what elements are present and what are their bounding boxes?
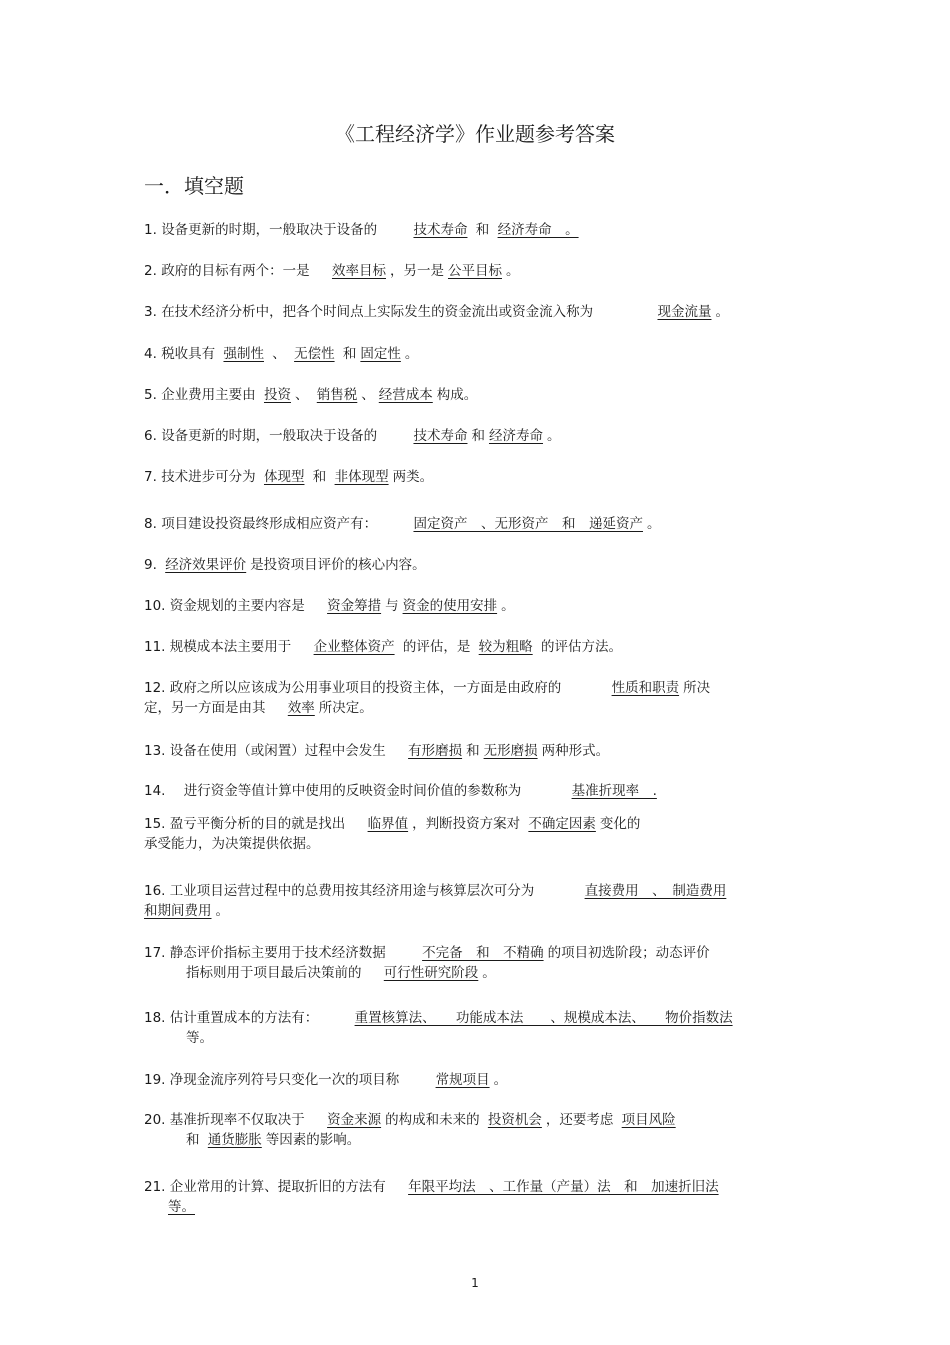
section-heading: 一．填空题 [144, 174, 244, 198]
question-number: 14. [144, 783, 166, 799]
answer-blank: 常规项目 [435, 1072, 490, 1088]
question-text: 估计重置成本的方法有： [169, 1010, 319, 1026]
question-text: ，还要考虑 [545, 1112, 614, 1128]
question-text: 承受能力，为决策提供依据。 [144, 836, 320, 852]
answer-blank: 和期间费用 [144, 903, 212, 919]
question-number: 19. [144, 1072, 166, 1088]
question-text: 和 [475, 222, 490, 238]
answer-blank: 临界值 [367, 816, 409, 832]
question-number: 15. [144, 816, 166, 832]
question-text: 和 [471, 428, 485, 444]
question-15 [144, 814, 812, 854]
question-text: 静态评价指标主要用于技术经济数据 [169, 945, 386, 961]
answer-blank: 经济效果评价 [165, 557, 247, 573]
question-11 [144, 637, 812, 657]
question-text: 进行资金等值计算中使用的反映资金时间价值的参数称为 [183, 783, 522, 799]
question-number: 17. [144, 945, 166, 961]
question-text: 和 [466, 743, 480, 759]
answer-blank: 可行性研究阶段 [383, 965, 479, 981]
answer-blank: 销售税 [316, 387, 358, 403]
answer-blank: 年限平均法 、工作量（产量）法 和 加速折旧法 [408, 1179, 719, 1195]
question-text: 和 [186, 1132, 200, 1148]
question-8 [144, 514, 812, 534]
answer-blank: 等。 [168, 1199, 195, 1215]
question-13 [144, 741, 812, 761]
question-text: 企业常用的计算、提取折旧的方法有 [169, 1179, 386, 1195]
question-text: 在技术经济分析中，把各个时间点上实际发生的资金流出或资金流入称为 [161, 304, 594, 320]
question-text: 政府的目标有两个：一是 [161, 263, 310, 279]
question-text: 的评估方法。 [540, 639, 622, 655]
question-text: 。 [546, 428, 561, 444]
question-text: 盈亏平衡分析的目的就是找出 [169, 816, 346, 832]
answer-blank: 投资机会 [487, 1112, 542, 1128]
question-text: 和 [312, 469, 327, 485]
question-text: 设备更新的时期，一般取决于设备的 [161, 222, 378, 238]
question-12 [144, 678, 812, 718]
question-text: ，判断投资方案对 [412, 816, 521, 832]
question-text: 变化的 [599, 816, 641, 832]
question-10 [144, 596, 812, 616]
answer-blank: 直接费用 、 制造费用 [584, 883, 727, 899]
question-18 [144, 1008, 812, 1048]
answer-blank: 效率目标 [331, 263, 386, 279]
answer-blank: 重置核算法、 功能成本法 、规模成本法、 物价指数法 [354, 1010, 733, 1026]
answer-blank: 固定性 [360, 346, 401, 362]
question-number: 8. [144, 516, 157, 532]
answer-blank: 公平目标 [447, 263, 502, 279]
question-20 [144, 1110, 812, 1150]
answer-blank: 资金的使用安排 [402, 598, 498, 614]
question-text: 。 [493, 1072, 508, 1088]
question-text: 税收具有 [161, 346, 216, 362]
question-2 [144, 261, 812, 281]
question-text: 技术进步可分为 [161, 469, 256, 485]
answer-blank: 无偿性 [294, 346, 335, 362]
question-text: 的评估，是 [402, 639, 471, 655]
question-text: 项目建设投资最终形成相应资产有： [161, 516, 378, 532]
page-number: 1 [471, 1276, 479, 1290]
question-number: 20. [144, 1112, 166, 1128]
question-text: 的项目初选阶段；动态评价 [547, 945, 710, 961]
document-title: 《工程经济学》作业题参考答案 [335, 122, 615, 146]
question-text: 两类。 [392, 469, 434, 485]
answer-blank: 体现型 [263, 469, 305, 485]
question-5 [144, 385, 812, 405]
question-text: 等因素的影响。 [265, 1132, 361, 1148]
question-text: 的构成和未来的 [385, 1112, 480, 1128]
answer-blank: 投资 [263, 387, 291, 403]
question-text: 基准折现率不仅取决于 [169, 1112, 305, 1128]
question-3 [144, 302, 812, 322]
question-text: 。 [715, 304, 729, 320]
question-text: 两种形式。 [541, 743, 610, 759]
answer-blank: 资金筹措 [327, 598, 382, 614]
answer-blank: 技术寿命 [413, 222, 468, 238]
question-number: 11. [144, 639, 166, 655]
question-number: 12. [144, 680, 166, 696]
answer-blank: 无形磨损 [483, 743, 538, 759]
question-text: 。 [215, 903, 229, 919]
question-number: 7. [144, 469, 157, 485]
answer-blank: 资金来源 [327, 1112, 382, 1128]
question-text: 等。 [186, 1030, 213, 1046]
answer-blank: 不确定因素 [528, 816, 596, 832]
question-19 [144, 1070, 812, 1090]
question-text: ，另一是 [389, 263, 444, 279]
question-16 [144, 881, 812, 921]
question-number: 1. [144, 222, 157, 238]
question-text: 设备在使用（或闲置）过程中会发生 [169, 743, 386, 759]
question-text: 是投资项目评价的核心内容。 [250, 557, 426, 573]
question-number: 6. [144, 428, 157, 444]
question-number: 5. [144, 387, 157, 403]
question-text: 规模成本法主要用于 [169, 639, 292, 655]
answer-blank: 性质和职责 [611, 680, 680, 696]
question-text: 。 [482, 965, 496, 981]
answer-blank: 基准折现率 . [571, 783, 657, 799]
answer-blank: 不完备 和 不精确 [422, 945, 544, 961]
question-text: 。 [646, 516, 661, 532]
answer-blank: 经济寿命 。 [497, 222, 579, 238]
answer-blank: 经济寿命 [488, 428, 543, 444]
question-14 [144, 781, 812, 801]
answer-blank: 通货膨胀 [207, 1132, 262, 1148]
question-number: 9. [144, 557, 157, 573]
question-number: 4. [144, 346, 157, 362]
question-text: 指标则用于项目最后决策前的 [186, 965, 362, 981]
question-text: 定，另一方面是由其 [144, 700, 266, 716]
question-6 [144, 426, 812, 446]
question-text: 构成。 [436, 387, 478, 403]
question-17 [144, 943, 812, 983]
question-number: 2. [144, 263, 157, 279]
question-text: 和 [342, 346, 357, 362]
answer-blank: 固定资产 、无形资产 和 递延资产 [413, 516, 643, 532]
answer-blank: 较为粗略 [478, 639, 533, 655]
question-21 [144, 1177, 812, 1217]
question-9 [144, 555, 812, 575]
question-text: 、 [272, 346, 286, 362]
answer-blank: 经营成本 [378, 387, 433, 403]
question-number: 18. [144, 1010, 166, 1026]
question-1 [144, 220, 812, 240]
question-7 [144, 467, 812, 487]
question-text: 政府之所以应该成为公用事业项目的投资主体，一方面是由政府的 [169, 680, 562, 696]
question-text: 企业费用主要由 [161, 387, 256, 403]
answer-blank: 项目风险 [621, 1112, 676, 1128]
question-text: 净现金流序列符号只变化一次的项目称 [169, 1072, 400, 1088]
answer-blank: 强制性 [223, 346, 264, 362]
question-number: 10. [144, 598, 166, 614]
question-number: 13. [144, 743, 166, 759]
question-text: 、 [361, 387, 375, 403]
answer-blank: 有形磨损 [408, 743, 463, 759]
question-number: 3. [144, 304, 157, 320]
question-text: 、 [294, 387, 309, 403]
answer-blank: 非体现型 [334, 469, 389, 485]
question-text: 所决定。 [318, 700, 373, 716]
answer-blank: 效率 [287, 700, 315, 716]
question-text: 。 [505, 263, 520, 279]
question-number: 16. [144, 883, 166, 899]
question-text: 资金规划的主要内容是 [169, 598, 305, 614]
question-text: 所决 [683, 680, 711, 696]
answer-blank: 现金流量 [657, 304, 712, 320]
question-text: 与 [385, 598, 399, 614]
answer-blank: 技术寿命 [413, 428, 468, 444]
question-4 [144, 344, 812, 364]
question-text: 工业项目运营过程中的总费用按其经济用途与核算层次可分为 [169, 883, 535, 899]
question-number: 21. [144, 1179, 166, 1195]
question-text: 设备更新的时期，一般取决于设备的 [161, 428, 378, 444]
question-text: 。 [501, 598, 515, 614]
question-text: 。 [404, 346, 419, 362]
answer-blank: 企业整体资产 [313, 639, 395, 655]
